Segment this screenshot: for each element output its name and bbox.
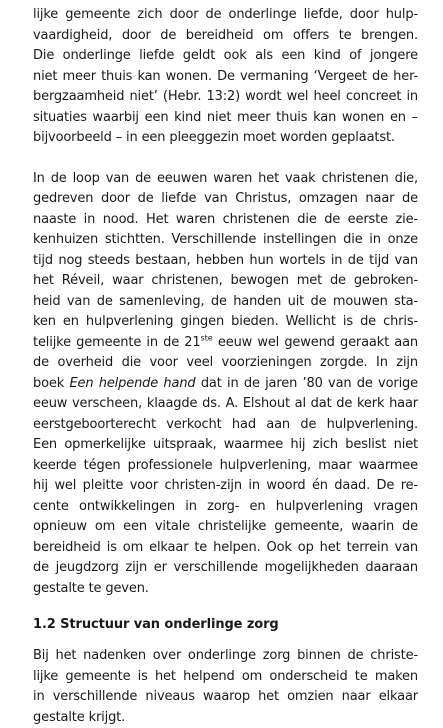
text-line: naaste in nood. Het waren christenen die de eerste zie- bbox=[33, 211, 418, 227]
text-line: vaardigheid, door de bereidheid om offers te brengen. bbox=[33, 27, 418, 43]
text-line: Bij het nadenken over onderlinge zorg binnen de christe- bbox=[33, 648, 418, 664]
text-line: eeuw verscheen, klaagde ds. A. Elshout al dat de kerk haar bbox=[33, 396, 418, 411]
section-heading: 1.2 Structuur van onderlinge zorg bbox=[33, 617, 279, 632]
text-line: cente ontwikkelingen in zorg- en hulpverlening vragen bbox=[33, 498, 418, 514]
text-line: tijd nog steeds bestaan, hebben hun wortels in de tijd van bbox=[33, 252, 418, 268]
text-line: bereidheid is om elkaar te helpen. Ook op het terrein van bbox=[33, 539, 418, 555]
text-line: niet meer thuis kan wonen. De vermaning ‘Vergeet de her- bbox=[33, 68, 418, 84]
text-line: keerde tégen professionele hulpverlening, maar waarmee bbox=[33, 457, 418, 473]
document-page bbox=[33, 5, 418, 728]
book-prefix: boek bbox=[33, 375, 70, 391]
text-line-with-ordinal bbox=[33, 333, 418, 354]
text-line: Een opmerkelijke uitspraak, waarmee hij zich beslist niet bbox=[33, 437, 418, 452]
text-line: gedreven door de liefde van Christus, omzagen naar de bbox=[33, 191, 418, 206]
ordinal-rest: eeuw wel gewend geraakt aan bbox=[212, 334, 418, 350]
text-line: situaties waarbij een kind niet meer thuis kan wonen en – bbox=[33, 109, 418, 125]
text-line: lijke gemeente is het helpend om onderscheid te maken bbox=[33, 668, 418, 684]
text-line: lijke gemeente zich door de onderlinge liefde, door hulp- bbox=[33, 7, 418, 22]
text-line: In de loop van de eeuwen waren het vaak christenen die, bbox=[33, 170, 418, 186]
text-line: opnieuw om een vitale christelijke gemeente, waarin de bbox=[33, 519, 418, 534]
text-line: de jeugdzorg zijn er verschillende mogelijkheden daaraan bbox=[33, 560, 418, 575]
text-line: hij wel pleitte voor christen-zijn in woord én daad. De re- bbox=[33, 478, 418, 493]
text-line: gestalte krijgt. bbox=[33, 709, 126, 725]
paragraph bbox=[33, 5, 418, 149]
text-line: heid van de samenleving, de handen uit de mouwen sta- bbox=[33, 293, 418, 309]
text-line: ken en hulpverlening gingen bieden. Wellicht is de chris- bbox=[33, 314, 418, 329]
text-line: de overheid die voor veel voorzieningen zorgde. In zijn bbox=[33, 355, 418, 370]
paragraph bbox=[33, 169, 418, 600]
ordinal-prefix: telijke gemeente in de 21 bbox=[33, 334, 201, 350]
ordinal-suffix: ste bbox=[200, 333, 213, 343]
text-line: het Réveil, waar christenen, bewogen met de gebroken- bbox=[33, 273, 418, 288]
text-line: bijvoorbeeld – in een pleeggezin moet worden geplaatst. bbox=[33, 130, 395, 145]
book-title: Een helpende hand bbox=[69, 375, 196, 391]
text-line-with-book-title bbox=[33, 374, 418, 395]
text-line: gestalte te geven. bbox=[33, 580, 149, 596]
text-line: in verschillende niveaus waarop het omzien naar elkaar bbox=[33, 689, 418, 705]
book-rest: dat in de jaren ’80 van de vorige bbox=[195, 375, 418, 391]
paragraph bbox=[33, 646, 418, 728]
text-line: eerstgeboorterecht verkocht had aan de hulpverlening. bbox=[33, 416, 418, 432]
text-line: Die onderlinge liefde geldt ook als een kind of jongere bbox=[33, 48, 418, 63]
text-line: bergzaamheid niet’ (Hebr. 13:2) wordt wel heel concreet in bbox=[33, 89, 418, 104]
text-line: kenhuizen stichtten. Verschillende instellingen die in onze bbox=[33, 232, 418, 247]
